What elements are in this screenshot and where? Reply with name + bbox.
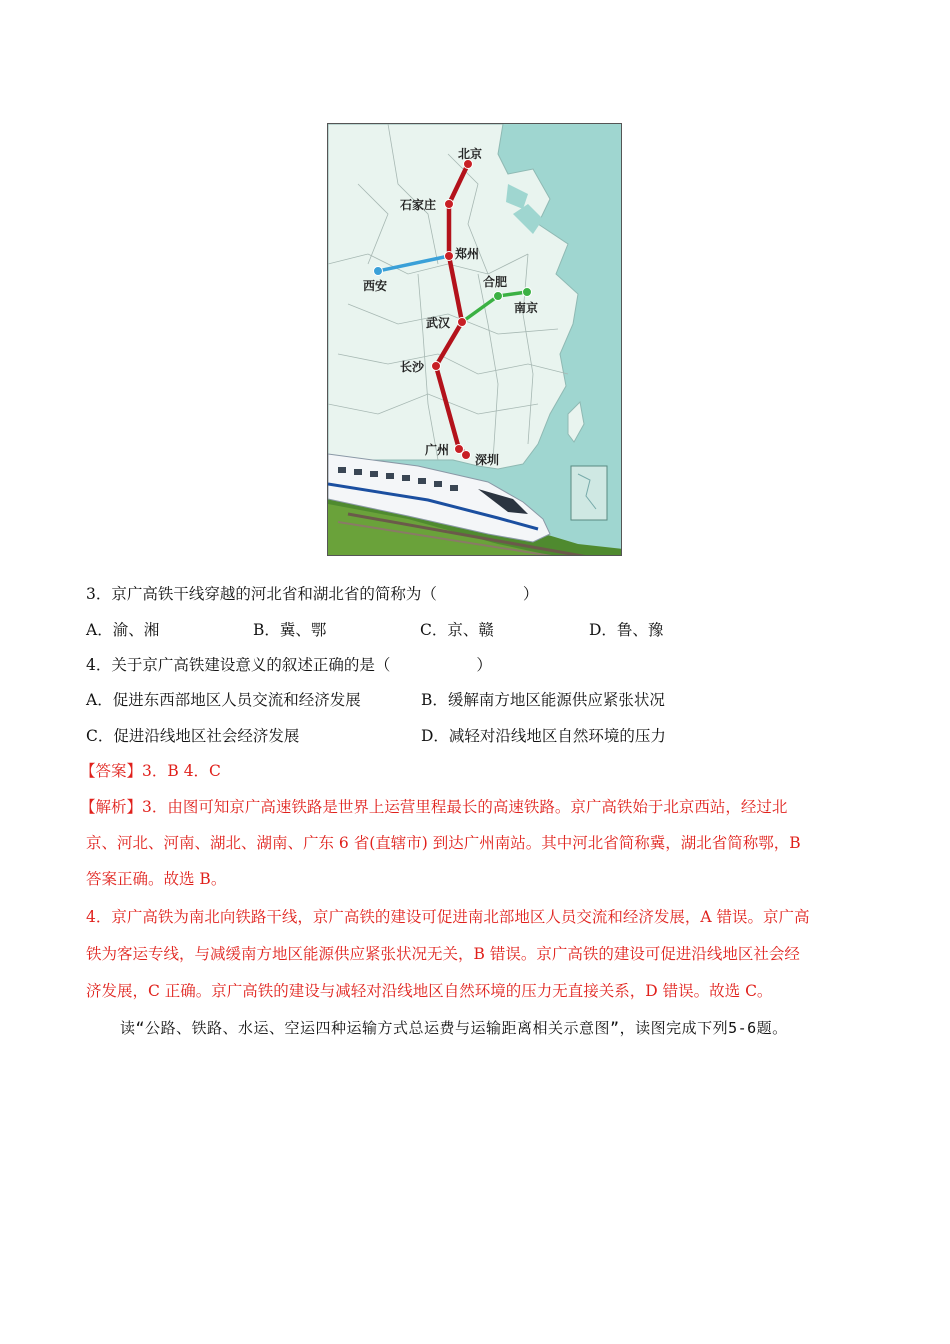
label-changsha: 长沙 [400,360,425,374]
railway-map-figure [327,123,622,556]
analysis-line-2: 京、河北、河南、湖北、湖南、广东 6 省(直辖市) 到达广州南站。其中河北省简称冀，湖北省简称鄂，B [86,834,801,852]
label-shijiazhuang: 石家庄 [400,198,437,212]
label-hefei: 合肥 [483,275,508,289]
label-shenzhen: 深圳 [475,453,500,467]
q4-stem: 4．关于京广高铁建设意义的叙述正确的是（ [86,656,391,674]
analysis-line-4: 4．京广高铁为南北向铁路干线，京广高铁的建设可促进南北部地区人员交流和经济发展，A 错误。京广高 [86,908,810,926]
q3-option-b: B．冀、鄂 [253,621,327,639]
analysis-line-3: 答案正确。故选 B。 [86,870,227,888]
analysis-label: 【解析】 [80,798,143,816]
analysis-line-1 [80,796,787,818]
answer-text: 3．B 4．C [142,762,221,780]
q3-option-c: C．京、赣 [420,621,494,639]
q3-option-a: A．渝、湘 [86,621,160,639]
south-china-sea-inset [571,466,607,520]
label-guangzhou: 广州 [425,443,450,457]
label-zhengzhou: 郑州 [455,247,480,261]
q3-option-d: D．鲁、豫 [589,621,664,639]
q4-option-b: B．缓解南方地区能源供应紧张状况 [421,691,665,709]
q3-close-paren: ） [522,585,539,603]
label-nanjing: 南京 [514,301,539,315]
analysis-line-5: 铁为客运专线，与减缓南方地区能源供应紧张状况无关，B 错误。京广高铁的建设可促进沿线地区社会经 [86,945,800,963]
analysis-text-1: 3．由图可知京广高速铁路是世界上运营里程最长的高速铁路。京广高铁始于北京西站，经过北 [142,798,788,816]
railway-map [328,124,622,556]
q4-option-d: D．减轻对沿线地区自然环境的压力 [421,727,666,745]
answer-line [80,760,221,782]
label-xian: 西安 [363,279,388,293]
answer-label: 【答案】 [80,762,143,780]
q3-stem-line [86,583,538,605]
q4-close-paren: ） [476,656,492,674]
q3-stem: 3．京广高铁干线穿越的河北省和湖北省的简称为（ [86,585,437,603]
label-beijing: 北京 [458,147,483,161]
label-wuhan: 武汉 [426,316,451,330]
q4-stem-line [86,654,492,676]
next-questions-intro: 读“公路、铁路、水运、空运四种运输方式总运费与运输距离相关示意图”，读图完成下列5-6题。 [120,1019,788,1037]
q4-option-c: C．促进沿线地区社会经济发展 [86,727,300,745]
q4-option-a: A．促进东西部地区人员交流和经济发展 [86,691,361,709]
analysis-line-6: 济发展，C 正确。京广高铁的建设与减轻对沿线地区自然环境的压力无直接关系，D 错误。故选 C。 [86,982,773,1000]
